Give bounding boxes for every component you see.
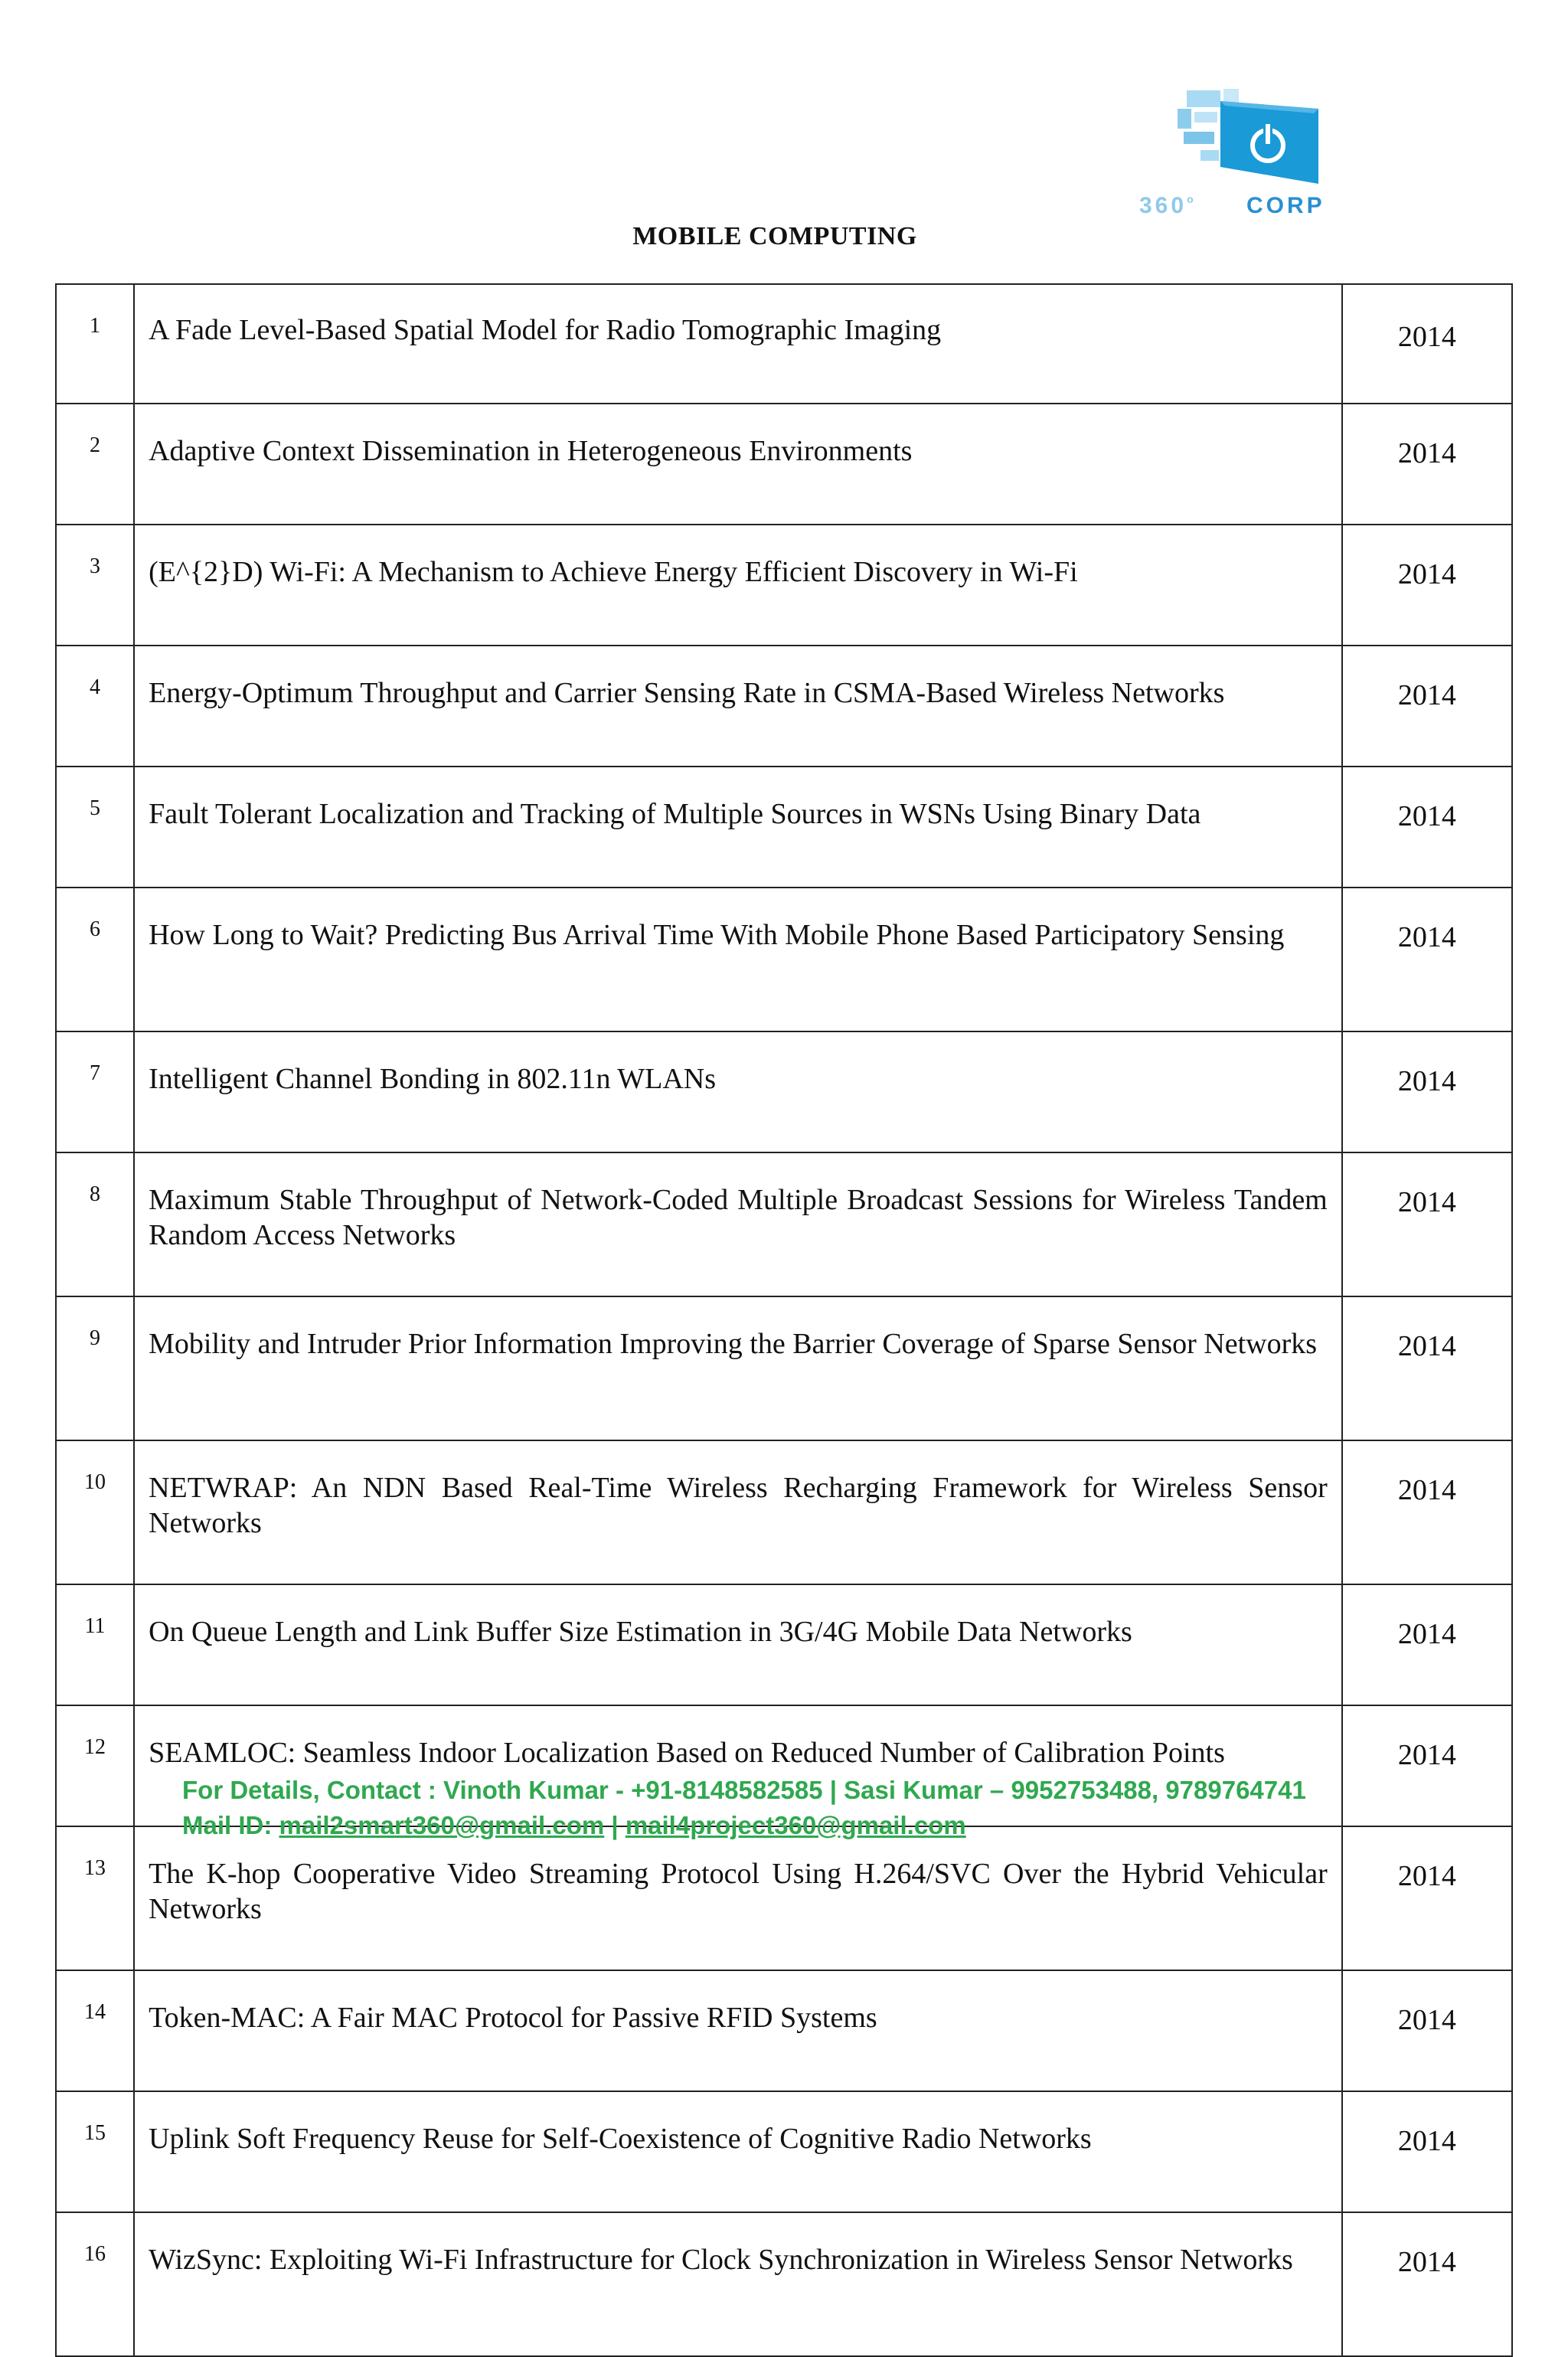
paper-title: A Fade Level-Based Spatial Model for Radio Tomographic Imaging [134, 284, 1342, 404]
table-row [56, 404, 1512, 525]
row-number: 16 [56, 2212, 134, 2356]
paper-title: Fault Tolerant Localization and Tracking of Multiple Sources in WSNs Using Binary Data [134, 767, 1342, 888]
table-row [56, 1440, 1512, 1584]
table-row [56, 1826, 1512, 1970]
paper-title: Maximum Stable Throughput of Network-Coded Multiple Broadcast Sessions for Wireless Tandem Random Access Networks [134, 1152, 1342, 1296]
row-number: 6 [56, 888, 134, 1031]
table-row [56, 888, 1512, 1031]
paper-year: 2014 [1342, 1296, 1512, 1440]
paper-year: 2014 [1342, 646, 1512, 767]
table-row [56, 1970, 1512, 2091]
logo-degree: o [1187, 193, 1197, 205]
paper-year: 2014 [1342, 1705, 1512, 1826]
row-number: 8 [56, 1152, 134, 1296]
table-row [56, 767, 1512, 888]
contact-line: For Details, Contact : Vinoth Kumar - +91-8148582585 | Sasi Kumar – 9952753488, 9789764741 [182, 1776, 1306, 1804]
row-number: 11 [56, 1584, 134, 1705]
email-separator: | [604, 1811, 626, 1839]
row-number: 5 [56, 767, 134, 888]
paper-title: Token-MAC: A Fair MAC Protocol for Passive RFID Systems [134, 1970, 1342, 2091]
paper-title: WizSync: Exploiting Wi-Fi Infrastructure for Clock Synchronization in Wireless Sensor Networks [134, 2212, 1342, 2356]
paper-title: Energy-Optimum Throughput and Carrier Sensing Rate in CSMA-Based Wireless Networks [134, 646, 1342, 767]
mail-line [182, 1808, 1484, 1843]
table-row [56, 1152, 1512, 1296]
table-row [56, 1296, 1512, 1440]
contact-footer [182, 1773, 1484, 1843]
paper-title: The K-hop Cooperative Video Streaming Protocol Using H.264/SVC Over the Hybrid Vehicular Networks [134, 1826, 1342, 1970]
row-number: 10 [56, 1440, 134, 1584]
paper-year: 2014 [1342, 2212, 1512, 2356]
row-number: 7 [56, 1031, 134, 1152]
power-logo-icon [1139, 86, 1369, 193]
paper-title: On Queue Length and Link Buffer Size Estimation in 3G/4G Mobile Data Networks [134, 1584, 1342, 1705]
paper-title: SEAMLOC: Seamless Indoor Localization Based on Reduced Number of Calibration Points [134, 1705, 1342, 1826]
papers-table-body [56, 284, 1512, 2356]
logo-number: 360 [1139, 193, 1187, 218]
paper-title: Uplink Soft Frequency Reuse for Self-Coexistence of Cognitive Radio Networks [134, 2091, 1342, 2212]
table-row [56, 1584, 1512, 1705]
table-row [56, 284, 1512, 404]
paper-title: Intelligent Channel Bonding in 802.11n WLANs [134, 1031, 1342, 1152]
row-number: 3 [56, 525, 134, 646]
paper-year: 2014 [1342, 284, 1512, 404]
row-number: 15 [56, 2091, 134, 2212]
row-number: 12 [56, 1705, 134, 1826]
paper-year: 2014 [1342, 888, 1512, 1031]
paper-year: 2014 [1342, 1440, 1512, 1584]
paper-year: 2014 [1342, 1584, 1512, 1705]
papers-table [55, 283, 1513, 2357]
paper-year: 2014 [1342, 1826, 1512, 1970]
paper-title: (E^{2}D) Wi-Fi: A Mechanism to Achieve Energy Efficient Discovery in Wi-Fi [134, 525, 1342, 646]
page-title: MOBILE COMPUTING [632, 222, 917, 250]
paper-title: Mobility and Intruder Prior Information Improving the Barrier Coverage of Sparse Sensor Networks [134, 1296, 1342, 1440]
mail-label: Mail ID: [182, 1811, 279, 1839]
paper-year: 2014 [1342, 404, 1512, 525]
paper-year: 2014 [1342, 767, 1512, 888]
row-number: 9 [56, 1296, 134, 1440]
email-link-2[interactable]: mail4project360@gmail.com [625, 1811, 966, 1839]
table-row [56, 2091, 1512, 2212]
row-number: 2 [56, 404, 134, 525]
row-number: 4 [56, 646, 134, 767]
corp-logo [1139, 86, 1369, 224]
row-number: 13 [56, 1826, 134, 1970]
row-number: 1 [56, 284, 134, 404]
paper-year: 2014 [1342, 2091, 1512, 2212]
paper-title: How Long to Wait? Predicting Bus Arrival Time With Mobile Phone Based Participatory Sensing [134, 888, 1342, 1031]
paper-title: NETWRAP: An NDN Based Real-Time Wireless Recharging Framework for Wireless Sensor Networks [134, 1440, 1342, 1584]
table-row [56, 646, 1512, 767]
paper-title: Adaptive Context Dissemination in Heterogeneous Environments [134, 404, 1342, 525]
paper-year: 2014 [1342, 1152, 1512, 1296]
paper-year: 2014 [1342, 525, 1512, 646]
logo-word: CORP [1246, 193, 1325, 218]
table-row [56, 1031, 1512, 1152]
paper-year: 2014 [1342, 1970, 1512, 2091]
row-number: 14 [56, 1970, 134, 2091]
table-row [56, 525, 1512, 646]
paper-year: 2014 [1342, 1031, 1512, 1152]
email-link-1[interactable]: mail2smart360@gmail.com [279, 1811, 605, 1839]
table-row [56, 2212, 1512, 2356]
logo-wordmark [1139, 193, 1369, 224]
